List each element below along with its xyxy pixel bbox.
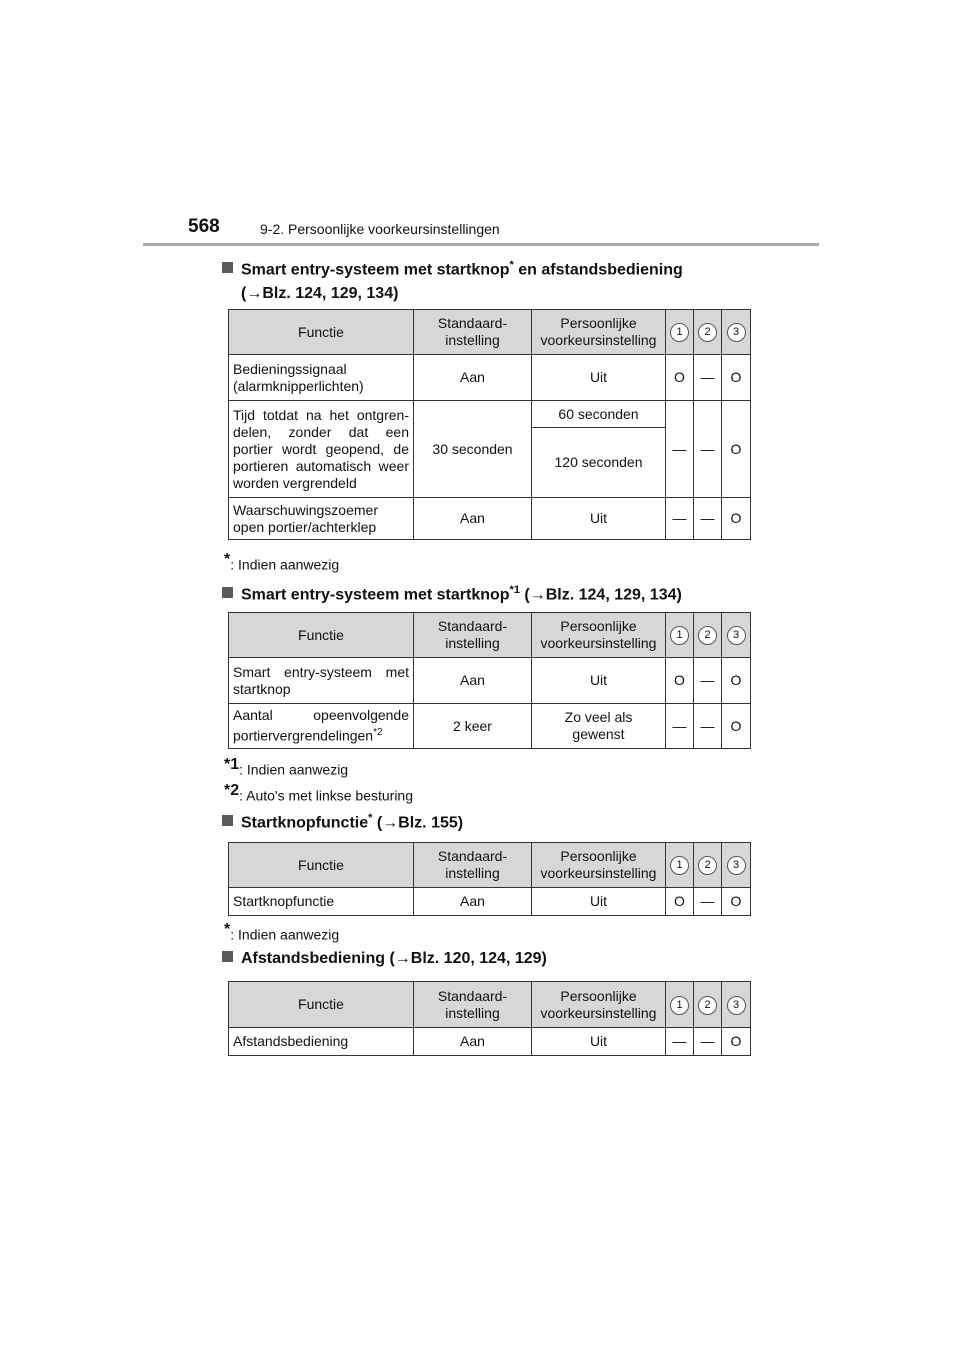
method-3-cell: O bbox=[722, 355, 751, 401]
footnote-text: : Indien aanwezig bbox=[239, 761, 349, 778]
circled-2-icon: 2 bbox=[698, 626, 717, 645]
table-row bbox=[229, 498, 751, 540]
custom-cell: 60 seconden bbox=[532, 401, 666, 428]
circled-2-icon: 2 bbox=[698, 323, 717, 342]
footnote-mark: * bbox=[224, 551, 231, 568]
function-text-line2: portiervergrendelingen bbox=[233, 727, 374, 744]
method-2-cell: — bbox=[694, 401, 722, 498]
section-1-table bbox=[228, 309, 751, 540]
default-cell: Aan bbox=[414, 355, 532, 401]
custom-cell: 120 seconden bbox=[532, 428, 666, 498]
section-3-title-mark: * bbox=[368, 812, 373, 824]
table-header-row bbox=[229, 982, 751, 1028]
page-number: 568 bbox=[188, 216, 220, 237]
col-method-3-header bbox=[722, 843, 751, 888]
section-2-title: Smart entry-systeem met startknop bbox=[241, 586, 510, 604]
col-default-header: Standaard- instelling bbox=[414, 613, 532, 658]
section-1-title-line2: (→Blz. 124, 129, 134) bbox=[241, 285, 399, 303]
col-function-header: Functie bbox=[229, 982, 414, 1028]
table-row bbox=[229, 355, 751, 401]
function-cell: Startknopfunctie bbox=[229, 888, 414, 916]
circled-3-icon: 3 bbox=[727, 856, 746, 875]
section-2-footnote-2 bbox=[224, 782, 413, 805]
circled-1-icon: 1 bbox=[670, 626, 689, 645]
footnote-text: : Indien aanwezig bbox=[230, 556, 340, 573]
table-header-row bbox=[229, 613, 751, 658]
section-1-footnote bbox=[224, 551, 339, 574]
method-2-cell: — bbox=[694, 704, 722, 749]
default-cell: Aan bbox=[414, 498, 532, 540]
section-1-title-mark: * bbox=[509, 259, 514, 271]
method-2-cell: — bbox=[694, 658, 722, 704]
section-3-footnote bbox=[224, 921, 339, 944]
table-header-row bbox=[229, 310, 751, 355]
col-method-3-header bbox=[722, 310, 751, 355]
section-4-table bbox=[228, 981, 751, 1056]
footnote-text: : Auto's met linkse besturing bbox=[239, 787, 413, 804]
footnote-mark: *2 bbox=[224, 782, 240, 799]
method-1-cell: O bbox=[666, 658, 694, 704]
function-text-line1: Aantal opeenvolgende bbox=[233, 707, 409, 724]
method-1-cell: O bbox=[666, 355, 694, 401]
section-4-title: Afstandsbediening (→Blz. 120, 124, 129) bbox=[241, 950, 547, 967]
default-cell: 2 keer bbox=[414, 704, 532, 749]
col-method-1-header bbox=[666, 843, 694, 888]
footnote-mark: * bbox=[224, 921, 231, 938]
function-cell: Bedieningssignaal (alarmknipperlichten) bbox=[229, 355, 414, 401]
default-cell: Aan bbox=[414, 658, 532, 704]
col-method-2-header bbox=[694, 982, 722, 1028]
section-2-footnote-1 bbox=[224, 756, 348, 779]
col-custom-header: Persoonlijke voorkeursinstelling bbox=[532, 982, 666, 1028]
function-mark: *2 bbox=[373, 727, 383, 739]
custom-cell: Uit bbox=[532, 888, 666, 916]
method-1-cell: — bbox=[666, 704, 694, 749]
method-1-cell: O bbox=[666, 888, 694, 916]
col-function-header: Functie bbox=[229, 843, 414, 888]
circled-3-icon: 3 bbox=[727, 996, 746, 1015]
col-method-1-header bbox=[666, 613, 694, 658]
custom-cell: Uit bbox=[532, 355, 666, 401]
custom-cell: Zo veel als gewenst bbox=[532, 704, 666, 749]
custom-cell: Uit bbox=[532, 498, 666, 540]
function-cell: Smart entry-systeem met startknop bbox=[229, 658, 414, 704]
default-cell: 30 seconden bbox=[414, 401, 532, 498]
circled-2-icon: 2 bbox=[698, 996, 717, 1015]
col-default-header: Standaard- instelling bbox=[414, 310, 532, 355]
col-default-header: Standaard- instelling bbox=[414, 843, 532, 888]
table-row bbox=[229, 704, 751, 749]
section-4-heading bbox=[222, 947, 547, 971]
section-3-heading bbox=[222, 806, 463, 835]
method-2-cell: — bbox=[694, 888, 722, 916]
section-3-title: Startknopfunctie bbox=[241, 814, 369, 832]
col-method-2-header bbox=[694, 310, 722, 355]
method-2-cell: — bbox=[694, 498, 722, 540]
method-3-cell: O bbox=[722, 401, 751, 498]
method-1-cell: — bbox=[666, 401, 694, 498]
method-2-cell: — bbox=[694, 1028, 722, 1056]
circled-3-icon: 3 bbox=[727, 323, 746, 342]
table-row bbox=[229, 658, 751, 704]
function-cell: Waarschuwingszoemer open portier/achterklep bbox=[229, 498, 414, 540]
method-3-cell: O bbox=[722, 498, 751, 540]
col-custom-header: Persoonlijke voorkeursinstelling bbox=[532, 843, 666, 888]
section-2-heading bbox=[222, 578, 682, 607]
col-method-3-header bbox=[722, 613, 751, 658]
col-method-2-header bbox=[694, 843, 722, 888]
col-method-1-header bbox=[666, 982, 694, 1028]
default-cell: Aan bbox=[414, 888, 532, 916]
section-3-table bbox=[228, 842, 751, 916]
col-method-2-header bbox=[694, 613, 722, 658]
col-default-header: Standaard- instelling bbox=[414, 982, 532, 1028]
method-3-cell: O bbox=[722, 888, 751, 916]
method-1-cell: — bbox=[666, 1028, 694, 1056]
function-cell bbox=[229, 704, 414, 749]
circled-1-icon: 1 bbox=[670, 323, 689, 342]
table-row bbox=[229, 401, 751, 428]
method-2-cell: — bbox=[694, 355, 722, 401]
default-cell: Aan bbox=[414, 1028, 532, 1056]
method-3-cell: O bbox=[722, 704, 751, 749]
square-bullet-icon bbox=[222, 815, 233, 826]
col-custom-header: Persoonlijke voorkeursinstelling bbox=[532, 613, 666, 658]
section-1-title: Smart entry-systeem met startknop bbox=[241, 261, 510, 279]
table-row bbox=[229, 888, 751, 916]
square-bullet-icon bbox=[222, 951, 233, 962]
circled-1-icon: 1 bbox=[670, 996, 689, 1015]
running-head: 9-2. Persoonlijke voorkeursinstellingen bbox=[260, 221, 500, 237]
section-2-title-b: (→Blz. 124, 129, 134) bbox=[519, 586, 682, 604]
custom-cell: Uit bbox=[532, 1028, 666, 1056]
function-cell: Tijd totdat na het ontgren-delen, zonder dat een portier wordt geopend, de portieren automatisch weer worden vergrendeld bbox=[229, 401, 414, 498]
col-custom-header: Persoonlijke voorkeursinstelling bbox=[532, 310, 666, 355]
col-method-3-header bbox=[722, 982, 751, 1028]
circled-1-icon: 1 bbox=[670, 856, 689, 875]
method-3-cell: O bbox=[722, 1028, 751, 1056]
table-header-row bbox=[229, 843, 751, 888]
table-row bbox=[229, 1028, 751, 1056]
col-function-header: Functie bbox=[229, 613, 414, 658]
header-rule bbox=[143, 243, 819, 246]
section-1-heading bbox=[222, 253, 683, 306]
custom-cell: Uit bbox=[532, 658, 666, 704]
section-2-table bbox=[228, 612, 751, 749]
circled-3-icon: 3 bbox=[727, 626, 746, 645]
section-3-title-b: (→Blz. 155) bbox=[372, 814, 464, 832]
method-3-cell: O bbox=[722, 658, 751, 704]
function-cell: Afstandsbediening bbox=[229, 1028, 414, 1056]
section-2-title-mark: *1 bbox=[509, 584, 520, 596]
section-1-title-b: en afstandsbediening bbox=[513, 261, 683, 279]
col-function-header: Functie bbox=[229, 310, 414, 355]
circled-2-icon: 2 bbox=[698, 856, 717, 875]
square-bullet-icon bbox=[222, 587, 233, 598]
col-method-1-header bbox=[666, 310, 694, 355]
method-1-cell: — bbox=[666, 498, 694, 540]
footnote-mark: *1 bbox=[224, 756, 240, 773]
square-bullet-icon bbox=[222, 262, 233, 273]
footnote-text: : Indien aanwezig bbox=[230, 926, 340, 943]
